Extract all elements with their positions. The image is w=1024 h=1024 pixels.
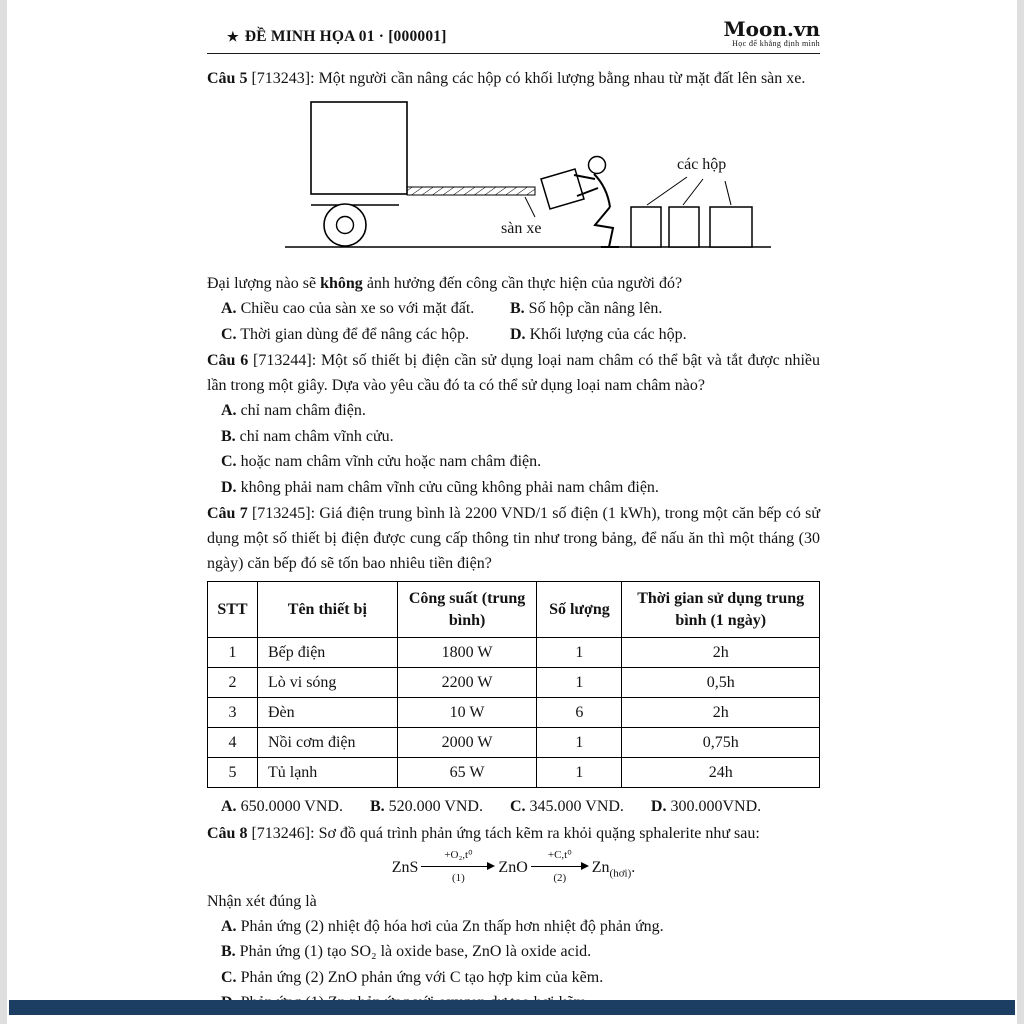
option-b — [221, 424, 820, 450]
option-key: D. — [650, 798, 667, 815]
table-header-row — [208, 582, 820, 638]
option-key: A. — [221, 402, 237, 419]
cell-power: 2200 W — [397, 668, 537, 698]
question-6 — [207, 348, 820, 500]
question-5-prompt — [207, 271, 820, 296]
cell-time: 0,75h — [622, 728, 820, 758]
option-b — [370, 794, 483, 820]
intermediate: ZnO — [498, 858, 528, 876]
cell-stt: 5 — [208, 758, 258, 788]
cell-device: Đèn — [257, 698, 397, 728]
cell-device: Lò vi sóng — [257, 668, 397, 698]
option-text: không phải nam châm vĩnh cửu cũng không phải nam châm điện. — [240, 478, 659, 496]
option-text: 300.000VND. — [670, 798, 762, 815]
question-8-prompt: Nhận xét đúng là — [207, 892, 317, 910]
option-c — [221, 322, 510, 348]
exam-title — [227, 18, 447, 49]
page-edge-left — [0, 0, 7, 1024]
question-code: [713245]: — [251, 505, 316, 522]
option-text: chỉ nam châm điện. — [240, 402, 366, 419]
option-b — [221, 939, 820, 965]
person-drawing — [541, 157, 619, 248]
cell-qty: 1 — [537, 728, 622, 758]
option-text: hoặc nam châm vĩnh cửu hoặc nam châm điện. — [240, 453, 542, 470]
option-c — [510, 794, 624, 820]
option-text: Chiều cao của sàn xe so với mặt đất. — [240, 300, 475, 317]
star-icon: ★ — [227, 29, 239, 44]
option-key: B. — [369, 798, 385, 815]
cell-time: 0,5h — [622, 668, 820, 698]
question-7-options — [207, 794, 820, 820]
boxes-label: các hộp — [677, 156, 727, 173]
cell-stt: 1 — [208, 638, 258, 668]
arrow-icon — [531, 861, 589, 872]
reaction-equation — [207, 848, 820, 886]
option-text: Số hộp cần nâng lên. — [528, 300, 663, 317]
cell-qty: 1 — [537, 758, 622, 788]
cell-power: 2000 W — [397, 728, 537, 758]
col-header-qty: Số lượng — [537, 582, 622, 638]
cell-power: 1800 W — [397, 638, 537, 668]
question-text: Một số thiết bị điện cần sử dụng loại nam châm có thể bật và tắt được nhiều lần trong một giây. Dựa vào yêu cầu đó ta có thể sử dụng loại nam châm nào? — [207, 352, 821, 394]
col-header-device: Tên thiết bị — [257, 582, 397, 638]
cell-time: 24h — [622, 758, 820, 788]
option-d — [510, 322, 820, 348]
prompt-post: ảnh hưởng đến công cần thực hiện của người đó? — [362, 275, 683, 292]
option-text: Khối lượng của các hộp. — [529, 325, 687, 343]
cell-time: 2h — [622, 638, 820, 668]
cell-qty: 6 — [537, 698, 622, 728]
brand-name: Moon.vn — [723, 17, 820, 41]
option-a — [221, 296, 510, 322]
col-header-time: Thời gian sử dụng trung bình (1 ngày) — [622, 582, 820, 638]
product-state: (hơi) — [609, 866, 632, 879]
option-text: Thời gian dùng để để nâng các hộp. — [240, 325, 470, 343]
option-text: Phản ứng (2) nhiệt độ hóa hơi của Zn thấp hơn nhiệt độ phản ứng. — [240, 917, 664, 935]
option-a — [221, 794, 343, 820]
question-5 — [207, 66, 820, 347]
option-text: Phản ứng (1) tạo SO₂ là oxide base, ZnO là oxide acid. — [239, 943, 592, 961]
exam-page — [207, 18, 820, 1016]
cell-time: 2h — [622, 698, 820, 728]
option-text: chỉ nam châm vĩnh cửu. — [239, 427, 394, 445]
cell-qty: 1 — [537, 668, 622, 698]
question-6-intro — [207, 348, 820, 398]
reaction-arrow-2 — [531, 849, 589, 884]
page-edge-right — [1017, 0, 1024, 1024]
devices-table — [207, 581, 820, 788]
option-text: 650.0000 VND. — [240, 798, 343, 815]
cell-stt: 4 — [208, 728, 258, 758]
cell-power: 10 W — [397, 698, 537, 728]
table-row — [208, 668, 820, 698]
cell-stt: 2 — [208, 668, 258, 698]
arrow-condition: +C,t⁰ — [547, 848, 572, 861]
option-key: B. — [221, 943, 236, 961]
question-5-intro — [207, 66, 820, 91]
moonvn-logo — [724, 18, 820, 49]
table-row — [208, 758, 820, 788]
option-c — [221, 449, 820, 475]
option-a — [221, 914, 820, 940]
arrow-icon — [421, 861, 495, 872]
option-key: C. — [221, 325, 237, 343]
question-code: [713246]: — [251, 824, 315, 842]
question-8 — [207, 821, 820, 1016]
arrow-step-number: (1) — [452, 871, 465, 884]
cell-qty: 1 — [537, 638, 622, 668]
table-row — [208, 638, 820, 668]
option-d — [651, 794, 761, 820]
boxes-drawing — [631, 177, 752, 247]
option-key: A. — [221, 917, 237, 935]
question-8-intro — [207, 821, 820, 846]
question-text: Giá điện trung bình là 2200 VND/1 số điện (1 kWh), trong một căn bếp có sử dụng một số thiết bị điện được cung cấp thông tin như trong bảng, để nấu ăn thì một tháng (30 ngày) căn bếp đó sẽ tốn bao nhiêu tiền điện? — [207, 505, 821, 572]
page-header — [207, 18, 820, 54]
option-key: C. — [221, 453, 237, 470]
option-key: C. — [221, 968, 237, 986]
option-key: B. — [221, 427, 236, 445]
table-row — [208, 698, 820, 728]
question-text: Sơ đồ quá trình phản ứng tách kẽm ra khỏi quặng sphalerite như sau: — [318, 824, 760, 842]
cell-device: Tủ lạnh — [257, 758, 397, 788]
option-b — [510, 296, 820, 322]
question-code: [713243]: — [251, 70, 315, 87]
option-key: D. — [221, 478, 237, 496]
cell-stt: 3 — [208, 698, 258, 728]
prompt-bold: không — [320, 275, 363, 292]
question-label: Câu 5 — [207, 70, 248, 87]
cell-device: Bếp điện — [257, 638, 397, 668]
option-c — [221, 965, 820, 991]
bed-label-line — [525, 197, 535, 217]
equation-period: . — [631, 858, 636, 876]
option-d — [221, 475, 820, 501]
truck-bed — [407, 187, 535, 195]
question-label: Câu 6 — [207, 352, 249, 369]
option-key: A. — [221, 798, 237, 815]
col-header-power: Công suất (trung bình) — [397, 582, 537, 638]
question-label: Câu 7 — [207, 505, 248, 522]
option-a — [221, 398, 820, 424]
col-header-stt: STT — [208, 582, 258, 638]
option-text: Phản ứng (2) ZnO phản ứng với C tạo hợp kim của kẽm. — [240, 968, 604, 986]
exam-title-text: ĐỀ MINH HỌA 01 · [000001] — [244, 28, 447, 45]
question-code: [713244]: — [253, 352, 317, 369]
product: Zn — [591, 858, 610, 876]
prompt-pre: Đại lượng nào sẽ — [207, 275, 321, 292]
option-text: 345.000 VND. — [529, 798, 624, 815]
question-text: Một người cần nâng các hộp có khối lượng bằng nhau từ mặt đất lên sàn xe. — [318, 70, 806, 87]
cell-power: 65 W — [397, 758, 537, 788]
option-key: D. — [510, 325, 526, 343]
table-row — [208, 728, 820, 758]
brand-tagline: Học để khẳng định mình — [732, 39, 820, 48]
reactant: ZnS — [391, 858, 419, 876]
question-5-options — [207, 296, 820, 347]
question-7 — [207, 501, 820, 820]
truck-lifting-figure — [279, 97, 820, 267]
option-key: B. — [510, 300, 525, 317]
question-label: Câu 8 — [207, 824, 248, 842]
cell-device: Nồi cơm điện — [257, 728, 397, 758]
footer-bar — [9, 1000, 1015, 1015]
truck-figure-svg — [279, 97, 779, 259]
bed-label: sàn xe — [501, 220, 542, 237]
reaction-arrow-1 — [421, 849, 495, 884]
arrow-step-number: (2) — [553, 871, 567, 884]
question-7-intro — [207, 501, 820, 576]
option-key: A. — [221, 300, 237, 317]
question-6-options — [207, 398, 820, 500]
option-key: C. — [509, 798, 526, 815]
option-text: 520.000 VND. — [388, 798, 483, 815]
arrow-condition: +O₂,t⁰ — [444, 848, 473, 861]
